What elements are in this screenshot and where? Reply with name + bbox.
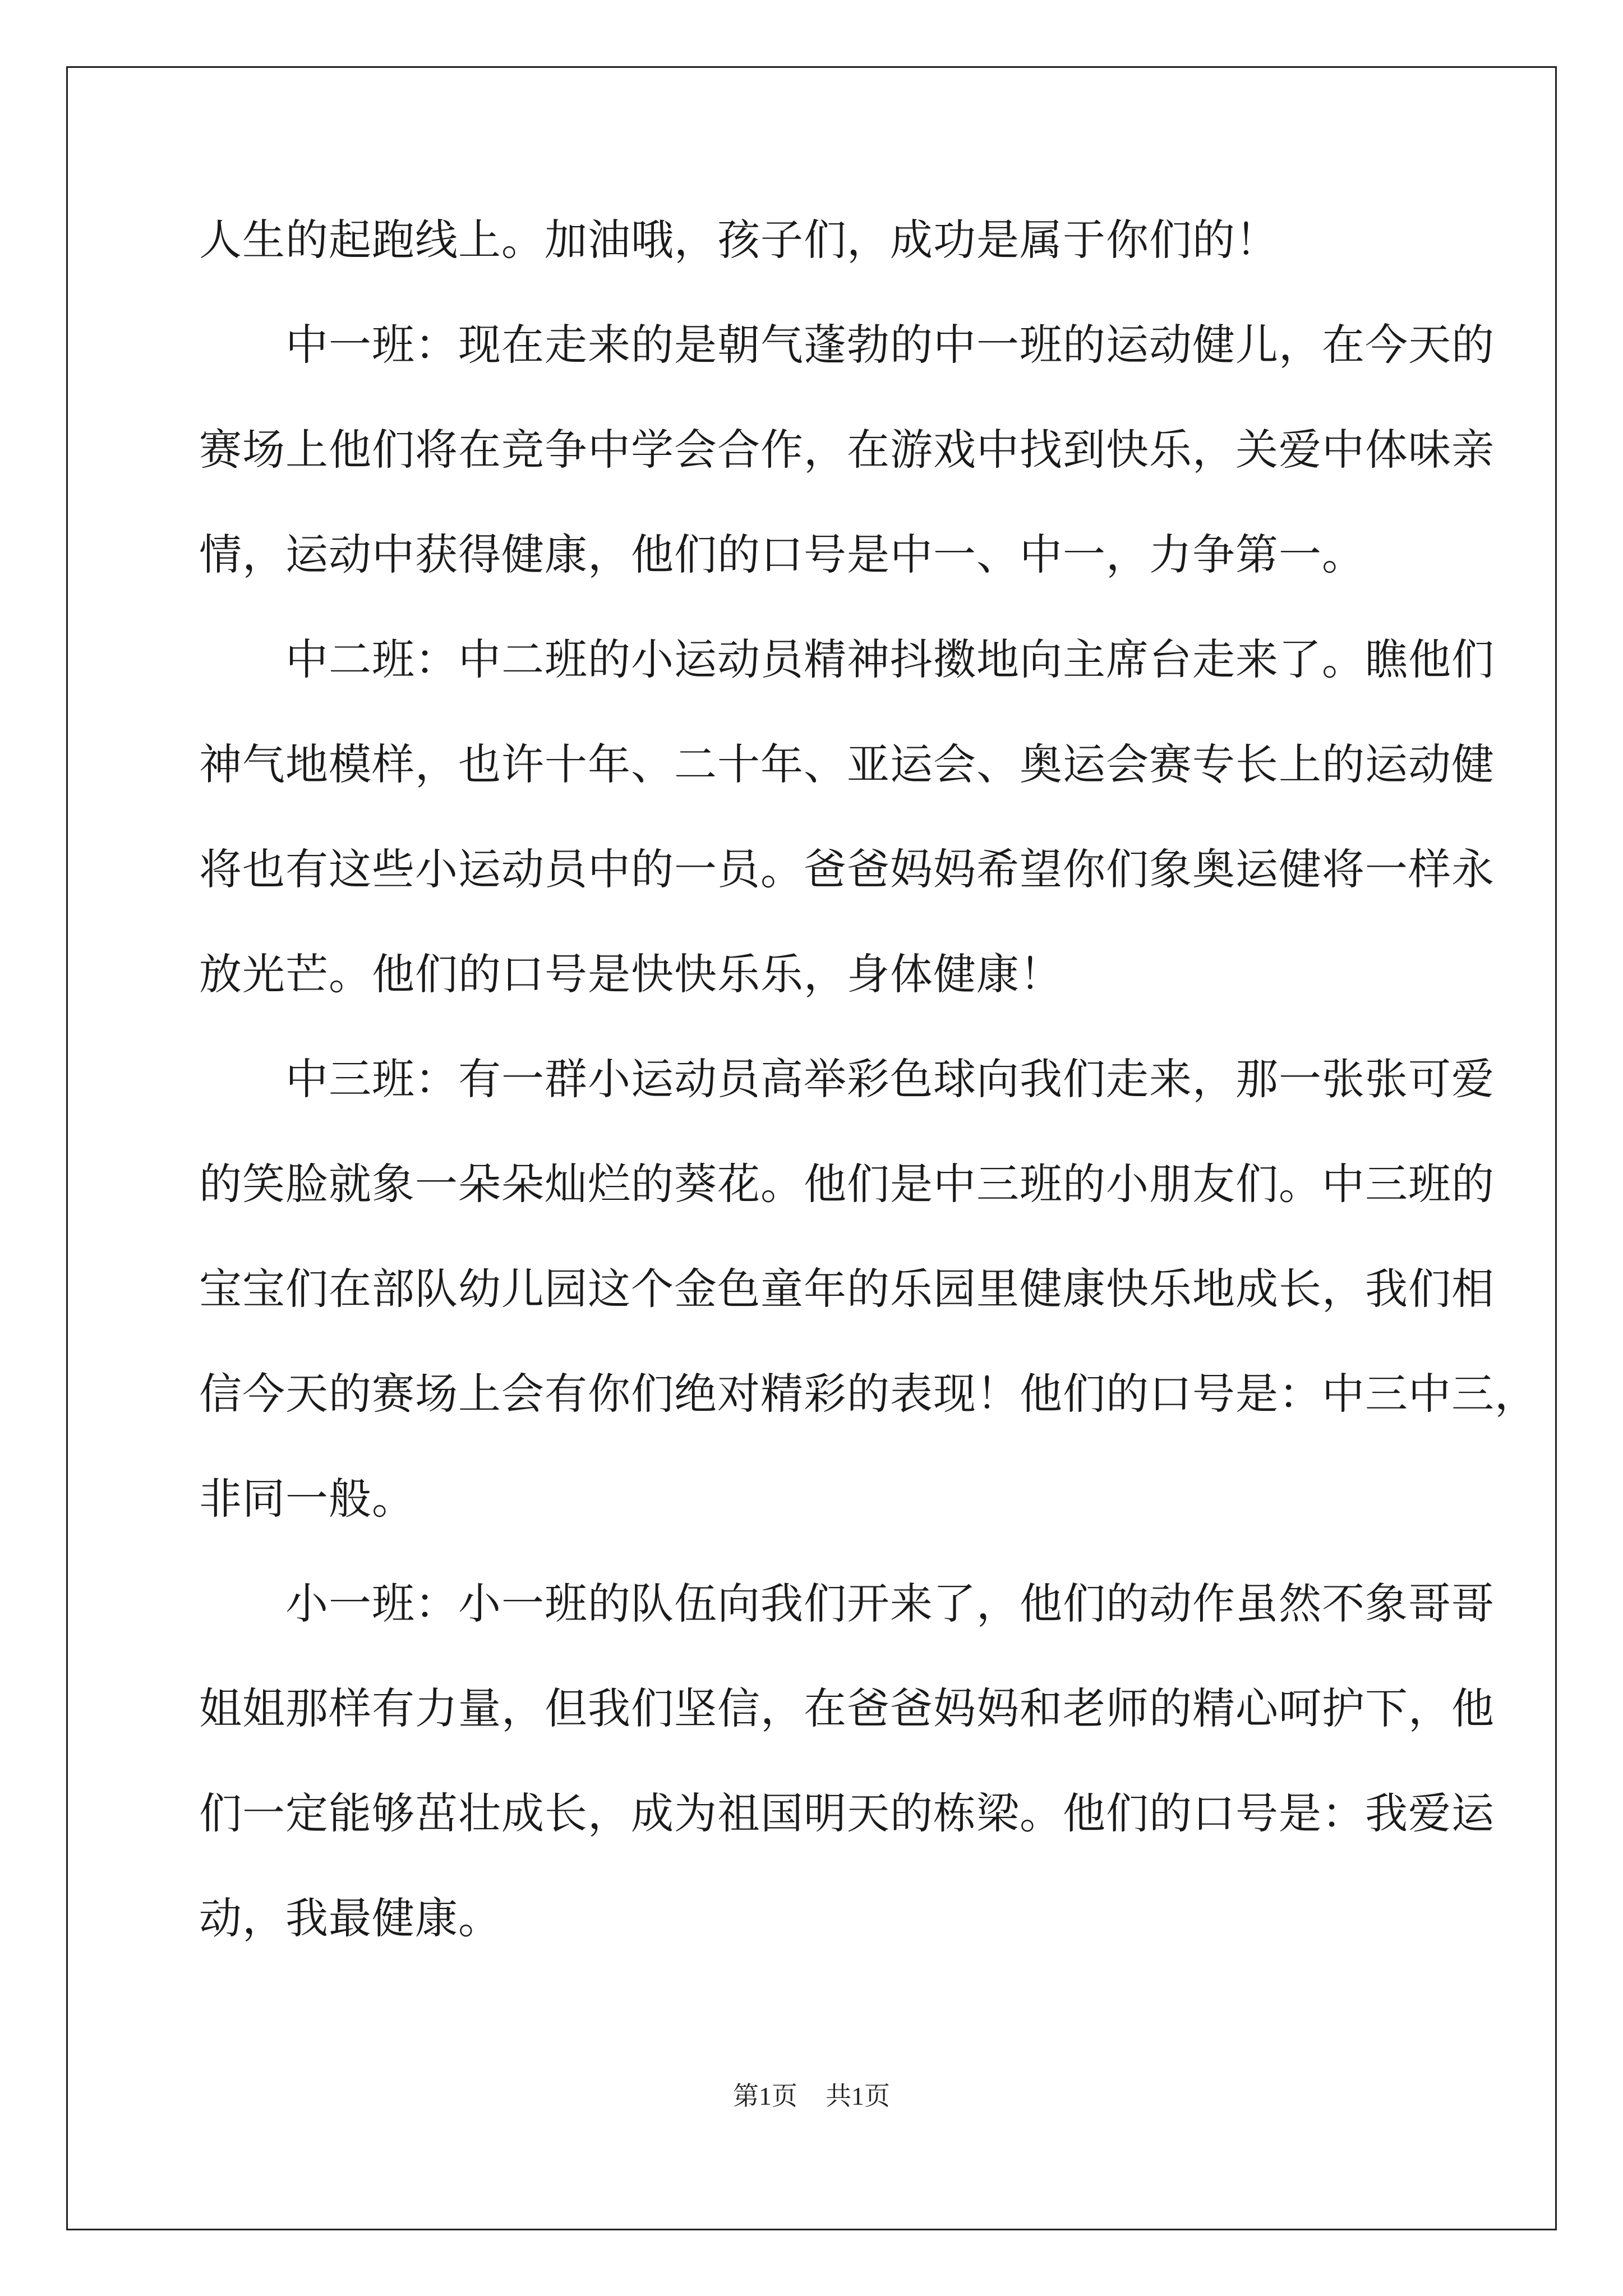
text-line: 神气地模样，也许十年、二十年、亚运会、奥运会赛专长上的运动健 [199,739,1495,789]
page-footer [0,2076,1623,2113]
text-line: 非同一般。 [199,1474,415,1524]
text-line: 们一定能够茁壮成长，成为祖国明天的栋梁。他们的口号是：我爱运 [199,1788,1495,1838]
text-line: 动，我最健康。 [199,1893,501,1943]
text-line: 中二班：中二班的小运动员精神抖擞地向主席台走来了。瞧他们 [199,634,1495,684]
text-line: 小一班：小一班的队伍向我们开来了，他们的动作虽然不象哥哥 [199,1579,1495,1628]
page-number: 第1页 [733,2082,797,2110]
text-line: 宝宝们在部队幼儿园这个金色童年的乐园里健康快乐地成长，我们相 [199,1264,1495,1314]
text-line: 将也有这些小运动员中的一员。爸爸妈妈希望你们象奥运健将一样永 [199,844,1495,894]
text-line: 放光芒。他们的口号是快快乐乐，身体健康！ [199,949,1063,999]
text-line: 信今天的赛场上会有你们绝对精彩的表现！他们的口号是：中三中三， [199,1369,1538,1419]
page-total: 共1页 [826,2082,890,2110]
text-line: 中一班：现在走来的是朝气蓬勃的中一班的运动健儿，在今天的 [199,320,1495,370]
text-line: 人生的起跑线上。加油哦，孩子们，成功是属于你们的！ [199,215,1279,265]
text-line: 中三班：有一群小运动员高举彩色球向我们走来，那一张张可爱 [199,1054,1495,1104]
text-line: 赛场上他们将在竞争中学会合作，在游戏中找到快乐，关爱中体味亲 [199,425,1495,475]
text-line: 情，运动中获得健康，他们的口号是中一、中一，力争第一。 [199,530,1365,579]
text-line: 的笑脸就象一朵朵灿烂的葵花。他们是中三班的小朋友们。中三班的 [199,1159,1495,1209]
text-line: 姐姐那样有力量，但我们坚信，在爸爸妈妈和老师的精心呵护下，他 [199,1683,1495,1733]
